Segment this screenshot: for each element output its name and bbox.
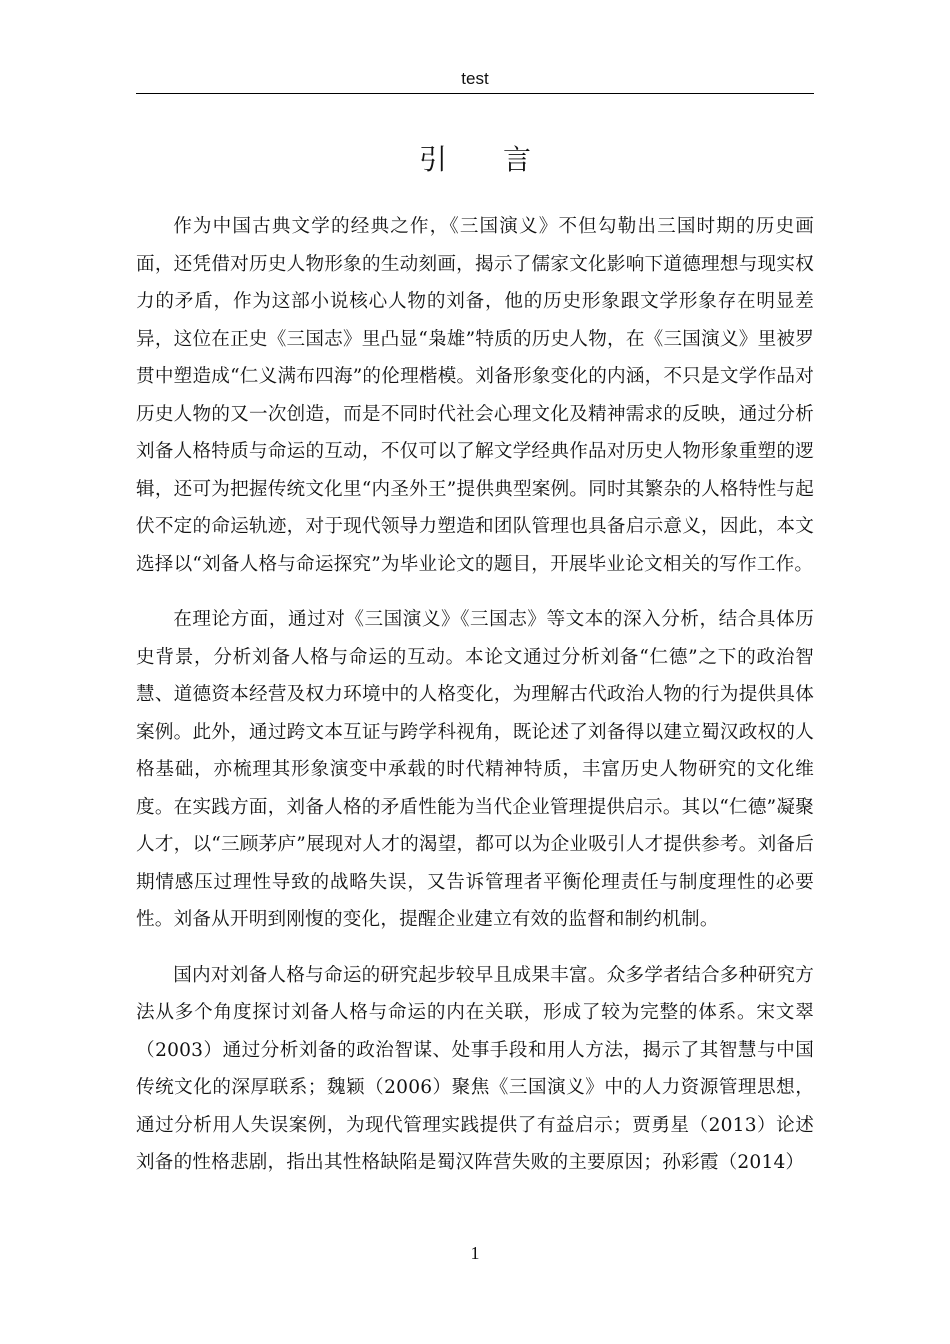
page-header bbox=[136, 66, 814, 94]
header-text: test bbox=[461, 69, 489, 88]
paragraph-1: 作为中国古典文学的经典之作，《三国演义》不但勾勒出三国时期的历史画面，还凭借对历史人物形象的生动刻画，揭示了儒家文化影响下道德理想与现实权力的矛盾，作为这部小说核心人物的刘备，他的历史形象跟文学形象存在明显差异，这位在正史《三国志》里凸显“枭雄”特质的历史人物，在《三国演义》里被罗贯中塑造成“仁义满布四海”的伦理楷模。刘备形象变化的内涵，不只是文学作品对历史人物的又一次创造，而是不同时代社会心理文化及精神需求的反映，通过分析刘备人格特质与命运的互动，不仅可以了解文学经典作品对历史人物形象重塑的逻辑，还可为把握传统文化里“内圣外王”提供典型案例。同时其繁杂的人格特性与起伏不定的命运轨迹，对于现代领导力塑造和团队管理也具备启示意义，因此，本文选择以“刘备人格与命运探究”为毕业论文的题目，开展毕业论文相关的写作工作。 bbox=[136, 216, 814, 575]
page-number: 1 bbox=[470, 1243, 480, 1263]
body-text bbox=[136, 208, 814, 1200]
paragraph-3: 国内对刘备人格与命运的研究起步较早且成果丰富。众多学者结合多种研究方法从多个角度探讨刘备人格与命运的内在关联，形成了较为完整的体系。宋文翠（2003）通过分析刘备的政治智谋、处事手段和用人方法，揭示了其智慧与中国传统文化的深厚联系；魏颖（2006）聚焦《三国演义》中的人力资源管理思想，通过分析用人失误案例，为现代管理实践提供了有益启示；贾勇星（2013）论述刘备的性格悲剧，指出其性格缺陷是蜀汉阵营失败的主要原因；孙彩霞（2014） bbox=[136, 964, 814, 1173]
page-title: 引言 bbox=[418, 143, 587, 176]
paragraph-2: 在理论方面，通过对《三国演义》《三国志》等文本的深入分析，结合具体历史背景，分析刘备人格与命运的互动。本论文通过分析刘备“仁德”之下的政治智慧、道德资本经营及权力环境中的人格变化，为理解古代政治人物的行为提供具体案例。此外，通过跨文本互证与跨学科视角，既论述了刘备得以建立蜀汉政权的人格基础，亦梳理其形象演变中承载的时代精神特质，丰富历史人物研究的文化维度。在实践方面，刘备人格的矛盾性能为当代企业管理提供启示。其以“仁德”凝聚人才，以“三顾茅庐”展现对人才的渴望，都可以为企业吸引人才提供参考。刘备后期情感压过理性导致的战略失误，又告诉管理者平衡伦理责任与制度理性的必要性。刘备从开明到刚愎的变化，提醒企业建立有效的监督和制约机制。 bbox=[136, 609, 814, 930]
